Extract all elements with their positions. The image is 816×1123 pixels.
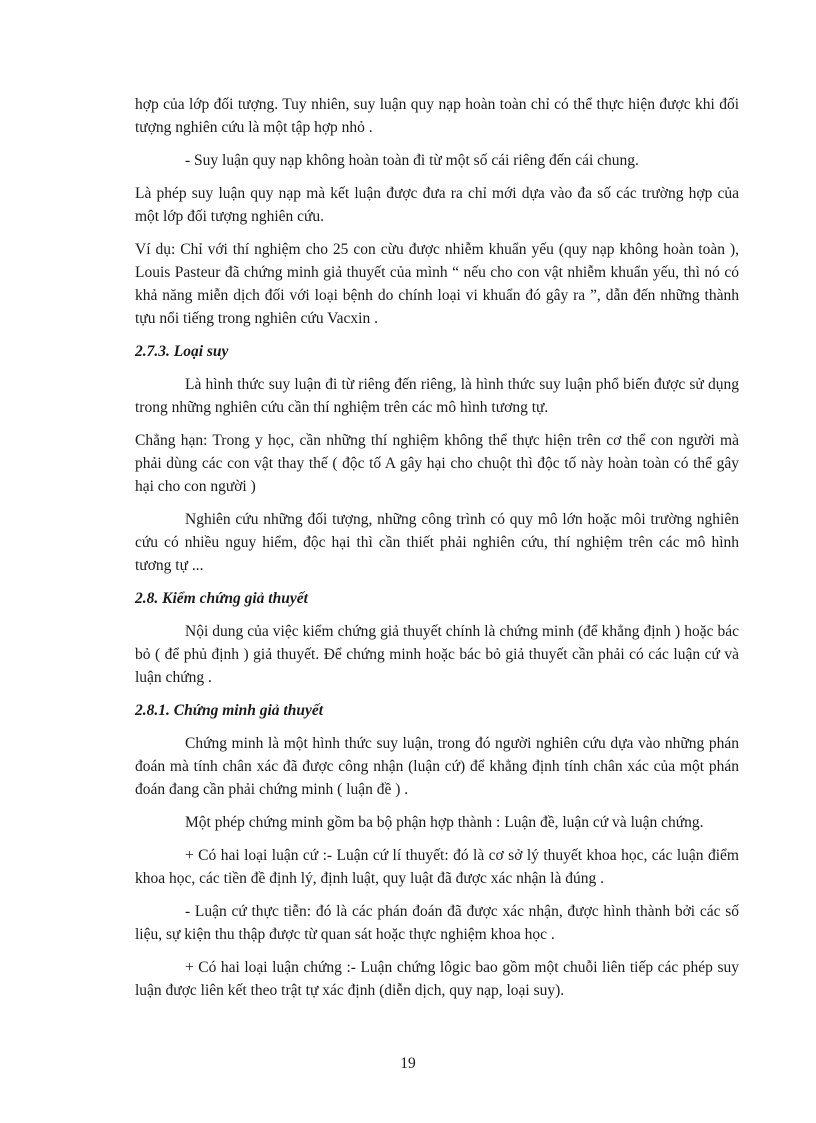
paragraph: hợp của lớp đối tượng. Tuy nhiên, suy luận quy nạp hoàn toàn chỉ có thể thực hiện được khi đối tượng nghiên cứu là một tập hợp nhỏ . [135, 96, 739, 136]
paragraph: Chẳng hạn: Trong y học, cần những thí nghiệm không thể thực hiện trên cơ thể con người mà phải dùng các con vật thay thế ( độc tố A gây hại cho chuột thì độc tố này hoàn toàn có thể gây hại cho con người ) [135, 432, 739, 495]
page-number: 19 [400, 1055, 416, 1072]
paragraph: - Suy luận quy nạp không hoàn toàn đi từ một số cái riêng đến cái chung. [185, 152, 639, 169]
paragraph: Là hình thức suy luận đi từ riêng đến riêng, là hình thức suy luận phổ biến được sử dụng trong những nghiên cứu cần thí nghiệm trên các mô hình tương tự. [135, 376, 739, 416]
paragraph: Chứng minh là một hình thức suy luận, trong đó người nghiên cứu dựa vào những phán đoán mà tính chân xác đã được công nhận (luận cứ) để khẳng định tính chân xác của một phán đoán đang cần phải chứng minh ( luận đề ) . [135, 735, 739, 798]
section-heading: 2.8.1. Chứng minh giả thuyết [135, 702, 324, 719]
section-heading: 2.8. Kiểm chứng giả thuyết [135, 590, 308, 607]
paragraph: Nghiên cứu những đối tượng, những công trình có quy mô lớn hoặc môi trường nghiên cứu có nhiều nguy hiểm, độc hại thì cần thiết phải nghiên cứu, thí nghiệm trên các mô hình tương tự ... [135, 511, 739, 574]
paragraph: Nội dung của việc kiểm chứng giả thuyết chính là chứng minh (để khẳng định ) hoặc bác bỏ ( để phủ định ) giả thuyết. Để chứng minh hoặc bác bỏ giả thuyết cần phải có các luận cứ và luận chứng . [135, 623, 739, 686]
paragraph: - Luận cứ thực tiễn: đó là các phán đoán đã được xác nhận, được hình thành bởi các số liệu, sự kiện thu thập được từ quan sát hoặc thực nghiệm khoa học . [135, 903, 739, 943]
paragraph: Ví dụ: Chỉ với thí nghiệm cho 25 con cừu được nhiễm khuẩn yếu (quy nạp không hoàn toàn ), Louis Pasteur đã chứng minh giả thuyết của mình “ nếu cho con vật nhiễm khuẩn yếu, thì nó có khả năng miễn dịch đối với loại bệnh do chính loại vi khuẩn đó gây ra ”, dẫn đến những thành tựu nổi tiếng trong nghiên cứu Vacxin . [135, 241, 739, 327]
section-heading: 2.7.3. Loại suy [135, 343, 229, 360]
paragraph: + Có hai loại luận cứ :- Luận cứ lí thuyết: đó là cơ sở lý thuyết khoa học, các luận điểm khoa học, các tiền đề định lý, định luật, quy luật đã được xác nhận là đúng . [135, 847, 739, 887]
paragraph: Là phép suy luận quy nạp mà kết luận được đưa ra chỉ mới dựa vào đa số các trường hợp của một lớp đối tượng nghiên cứu. [135, 185, 739, 225]
paragraph: + Có hai loại luận chứng :- Luận chứng lôgic bao gồm một chuỗi liên tiếp các phép suy luận được liên kết theo trật tự xác định (diễn dịch, quy nạp, loại suy). [135, 959, 739, 999]
paragraph: Một phép chứng minh gồm ba bộ phận hợp thành : Luận đề, luận cứ và luận chứng. [185, 814, 704, 831]
document-body [135, 93, 739, 1012]
